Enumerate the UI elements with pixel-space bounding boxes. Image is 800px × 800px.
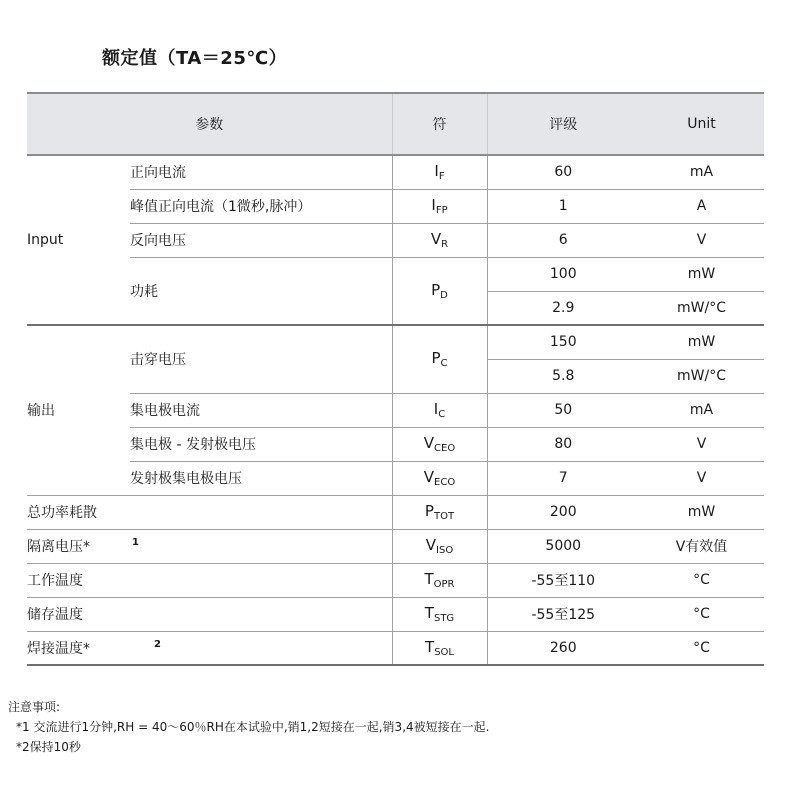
table-row bbox=[27, 393, 764, 427]
unit-pc-1: mW bbox=[639, 325, 764, 359]
footnote-marker-1: 1 bbox=[132, 537, 139, 548]
table-row bbox=[27, 223, 764, 257]
header-param: 参数 bbox=[27, 93, 392, 155]
value-viso: 5000 bbox=[487, 529, 639, 563]
param-pc: 击穿电压 bbox=[130, 325, 392, 393]
unit-pd-2: mW/°C bbox=[639, 291, 764, 325]
symbol-vceo: $V_{CEO}$ bbox=[392, 427, 487, 461]
param-pd: 功耗 bbox=[130, 257, 392, 325]
param-viso: 隔离电压* $^1$ bbox=[27, 529, 392, 563]
value-pc-2: 5.8 bbox=[487, 359, 639, 393]
param-vr: 反向电压 bbox=[130, 223, 392, 257]
value-tstg: -55至125 bbox=[487, 597, 639, 631]
symbol-if: $I_F$ bbox=[392, 155, 487, 189]
symbol-viso: $V_{ISO}$ bbox=[392, 529, 487, 563]
param-if: 正向电流 bbox=[130, 155, 392, 189]
symbol-vr: $V_R$ bbox=[392, 223, 487, 257]
unit-veco: V bbox=[639, 461, 764, 495]
table-row bbox=[27, 563, 764, 597]
value-topr: -55至110 bbox=[487, 563, 639, 597]
unit-viso: V有效值 bbox=[639, 529, 764, 563]
notes bbox=[8, 697, 489, 757]
table-header-row bbox=[27, 93, 764, 155]
table-row bbox=[27, 257, 764, 291]
unit-pc-2: mW/°C bbox=[639, 359, 764, 393]
value-ptot: 200 bbox=[487, 495, 639, 529]
param-vceo: 集电极 - 发射极电压 bbox=[130, 427, 392, 461]
value-ifp: 1 bbox=[487, 189, 639, 223]
value-pd-1: 100 bbox=[487, 257, 639, 291]
header-symbol: 符 bbox=[392, 93, 487, 155]
header-rating: 评级 bbox=[487, 93, 639, 155]
table-row bbox=[27, 631, 764, 665]
header-unit: Unit bbox=[639, 93, 764, 155]
symbol-tsol: $T_{SOL}$ bbox=[392, 631, 487, 665]
table-row bbox=[27, 155, 764, 189]
unit-ic: mA bbox=[639, 393, 764, 427]
footnote-marker-2: 2 bbox=[154, 638, 161, 650]
symbol-pc: $P_C$ bbox=[392, 325, 487, 393]
unit-ptot: mW bbox=[639, 495, 764, 529]
unit-ifp: A bbox=[639, 189, 764, 223]
param-tsol: 焊接温度* $^2$ bbox=[27, 631, 392, 665]
value-veco: 7 bbox=[487, 461, 639, 495]
symbol-topr: $T_{OPR}$ bbox=[392, 563, 487, 597]
unit-if: mA bbox=[639, 155, 764, 189]
value-vr: 6 bbox=[487, 223, 639, 257]
unit-pd-1: mW bbox=[639, 257, 764, 291]
unit-topr: °C bbox=[639, 563, 764, 597]
notes-heading: 注意事项: bbox=[8, 700, 61, 714]
unit-vr: V bbox=[639, 223, 764, 257]
value-tsol: 260 bbox=[487, 631, 639, 665]
value-vceo: 80 bbox=[487, 427, 639, 461]
group-input: Input bbox=[27, 155, 130, 325]
table-row bbox=[27, 189, 764, 223]
unit-tsol: °C bbox=[639, 631, 764, 665]
symbol-ptot: $P_{TOT}$ bbox=[392, 495, 487, 529]
note-1: *1 交流进行1分钟,RH = 40～60％RH在本试验中,销1,2短接在一起,销3,4被短接在一起. bbox=[16, 720, 490, 734]
symbol-pd: $P_D$ bbox=[392, 257, 487, 325]
symbol-ifp: $I_{FP}$ bbox=[392, 189, 487, 223]
param-veco: 发射极集电极电压 bbox=[130, 461, 392, 495]
value-pd-2: 2.9 bbox=[487, 291, 639, 325]
table-row bbox=[27, 529, 764, 563]
param-ifp: 峰值正向电流（1微秒,脉冲） bbox=[130, 189, 392, 223]
group-output: 输出 bbox=[27, 325, 130, 495]
page-title: 额定值（TA＝25℃） bbox=[102, 48, 288, 69]
ratings-table bbox=[27, 92, 764, 666]
unit-tstg: °C bbox=[639, 597, 764, 631]
table-row bbox=[27, 461, 764, 495]
table-row bbox=[27, 597, 764, 631]
symbol-veco: $V_{ECO}$ bbox=[392, 461, 487, 495]
param-tstg: 储存温度 bbox=[27, 597, 392, 631]
table-row bbox=[27, 495, 764, 529]
unit-vceo: V bbox=[639, 427, 764, 461]
note-2: *2保持10秒 bbox=[16, 740, 81, 754]
param-ptot: 总功率耗散 bbox=[27, 495, 392, 529]
param-topr: 工作温度 bbox=[27, 563, 392, 597]
value-if: 60 bbox=[487, 155, 639, 189]
table-row bbox=[27, 325, 764, 359]
param-ic: 集电极电流 bbox=[130, 393, 392, 427]
symbol-tstg: $T_{STG}$ bbox=[392, 597, 487, 631]
value-pc-1: 150 bbox=[487, 325, 639, 359]
table-row bbox=[27, 427, 764, 461]
symbol-ic: $I_C$ bbox=[392, 393, 487, 427]
value-ic: 50 bbox=[487, 393, 639, 427]
